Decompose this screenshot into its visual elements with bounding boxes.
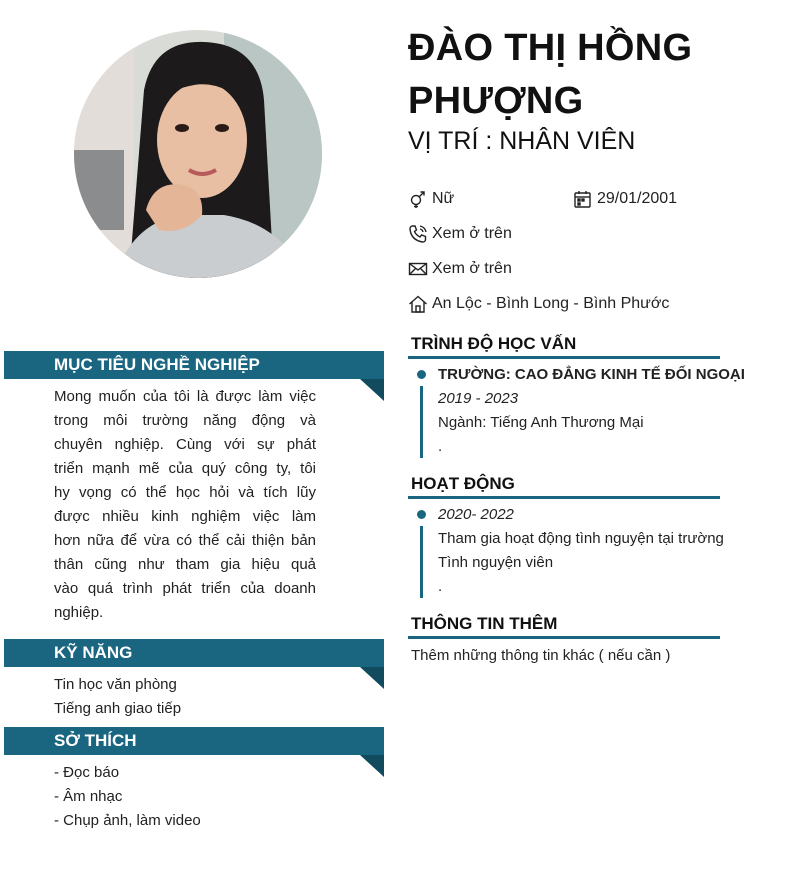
calendar-icon — [573, 189, 593, 209]
list-item: - Âm nhạc — [54, 788, 123, 805]
activities-years: 2020- 2022 — [438, 506, 514, 523]
list-item: - Đọc báo — [54, 764, 120, 781]
more-info-title: THÔNG TIN THÊM — [411, 614, 558, 633]
gender-value: Nữ — [432, 190, 455, 207]
hobbies-list — [54, 761, 316, 833]
career-objective-title: MỤC TIÊU NGHỀ NGHIỆP — [54, 355, 260, 374]
hobbies-title: SỞ THÍCH — [54, 731, 137, 750]
activities-divider — [408, 496, 720, 499]
list-item: - Chụp ảnh, làm video — [54, 812, 201, 829]
career-ribbon-fold — [360, 379, 384, 401]
education-years: 2019 - 2023 — [438, 390, 519, 407]
activities-title: HOẠT ĐỘNG — [411, 474, 515, 493]
activities-role: Tình nguyện viên — [438, 554, 554, 571]
skills-list — [54, 673, 316, 721]
profile-photo — [74, 30, 322, 278]
skills-title: KỸ NĂNG — [54, 643, 133, 662]
education-major: Ngành: Tiếng Anh Thương Mại — [438, 414, 644, 431]
education-title: TRÌNH ĐỘ HỌC VẤN — [411, 334, 577, 353]
more-info-text: Thêm những thông tin khác ( nếu cần ) — [411, 647, 671, 664]
candidate-name: ĐÀO THỊ HỒNG PHƯỢNG — [408, 27, 693, 122]
list-item: Tiếng anh giao tiếp — [54, 700, 182, 717]
education-bullet — [417, 370, 426, 379]
dob-row — [573, 187, 677, 211]
phone-row — [408, 222, 512, 246]
activities-desc: Tham gia hoạt động tình nguyện tại trường — [438, 530, 724, 547]
activities-extra: . — [438, 578, 443, 595]
email-row — [408, 257, 512, 281]
education-timeline — [420, 386, 423, 458]
activities-bullet — [417, 510, 426, 519]
gender-icon — [408, 189, 428, 209]
phone-icon — [408, 224, 428, 244]
activities-timeline — [420, 526, 423, 598]
address-row — [408, 292, 669, 316]
education-divider — [408, 356, 720, 359]
skills-ribbon-fold — [360, 667, 384, 689]
home-icon — [408, 294, 428, 314]
job-position: VỊ TRÍ : NHÂN VIÊN — [408, 127, 636, 155]
gender-row — [408, 187, 454, 211]
mail-icon — [408, 259, 428, 279]
email-value: Xem ở trên — [432, 260, 512, 277]
phone-value: Xem ở trên — [432, 225, 512, 242]
education-extra: . — [438, 438, 443, 455]
skills-header — [4, 639, 384, 667]
career-objective-text: Mong muốn của tôi là được làm việc trong môi trường năng động và chuyên nghiệp. Cùng với sự phát triển mạnh mẽ của quý công ty, tôi hy vọng có thể học hỏi và tích lũy được nhiều kinh nghiệm việc làm hơn nữa để vừa có thể cải thiện bản thân cũng như tham gia hiệu quả vào quá trình phát triển của doanh nghiệp. — [54, 388, 316, 621]
more-info-divider — [408, 636, 720, 639]
hobbies-ribbon-fold — [360, 755, 384, 777]
dob-value: 29/01/2001 — [597, 190, 678, 207]
hobbies-header — [4, 727, 384, 755]
career-objective-header — [4, 351, 384, 379]
address-value: An Lộc - Bình Long - Bình Phước — [432, 295, 670, 312]
education-school: TRƯỜNG: CAO ĐẲNG KINH TẾ ĐỐI NGOẠI — [438, 366, 745, 383]
list-item: Tin học văn phòng — [54, 676, 177, 693]
